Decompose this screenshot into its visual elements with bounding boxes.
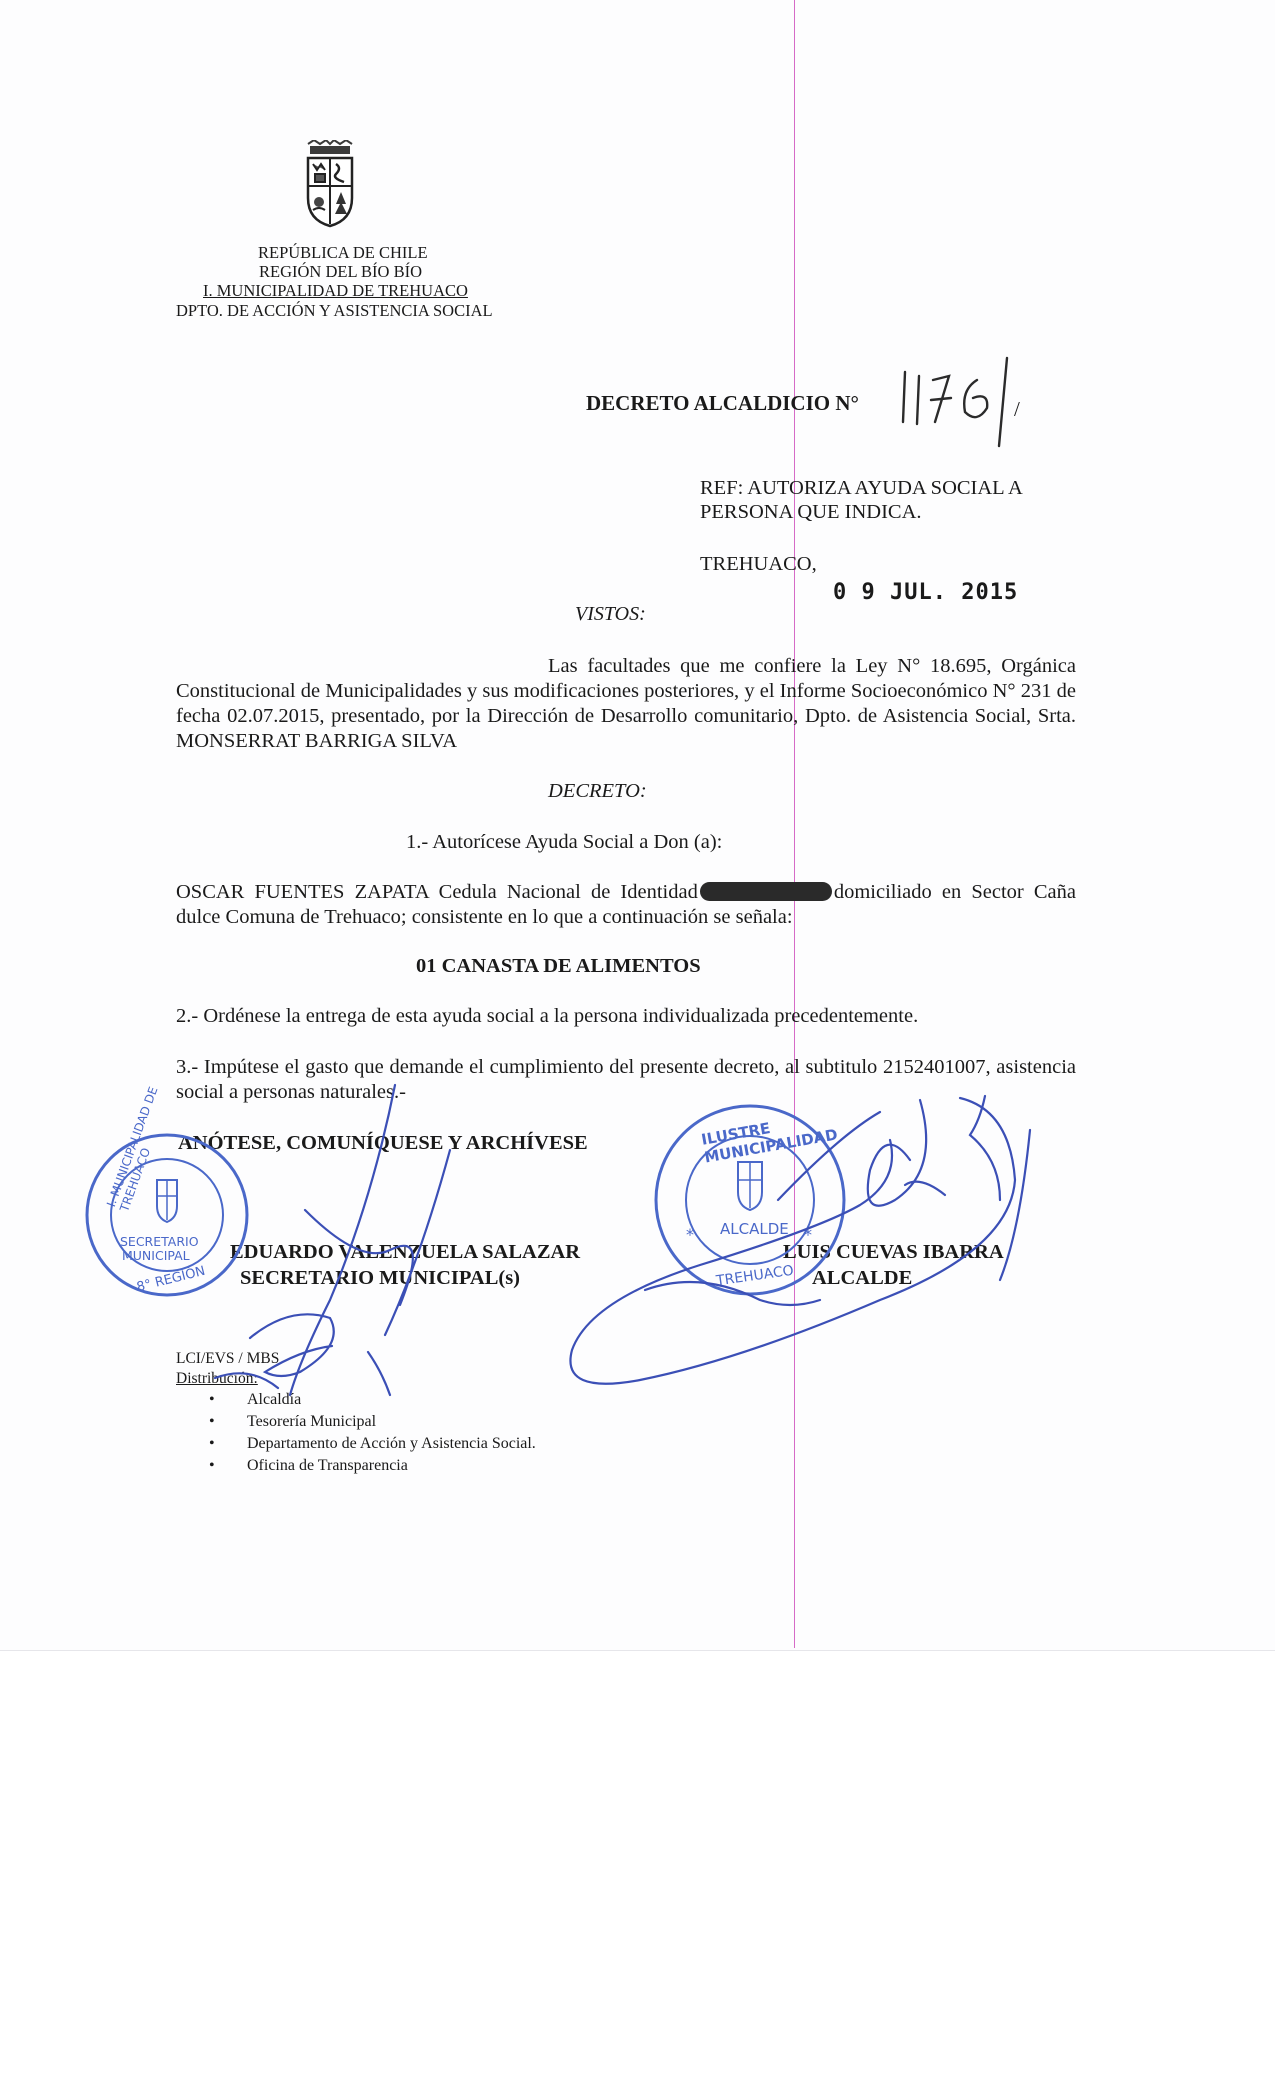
left-signatory-title: SECRETARIO MUNICIPAL(s) <box>240 1267 520 1289</box>
left-stamp-center-1: SECRETARIO <box>120 1234 199 1249</box>
header-department: DPTO. DE ACCIÓN Y ASISTENCIA SOCIAL <box>176 301 493 320</box>
secretary-seal-stamp <box>82 1084 252 1300</box>
right-stamp-top: ILUSTRE MUNICIPALIDAD <box>699 1119 839 1167</box>
header-municipality: I. MUNICIPALIDAD DE TREHUACO <box>203 281 468 300</box>
header-region: REGIÓN DEL BÍO BÍO <box>259 262 422 281</box>
beneficiary-paragraph <box>176 880 1076 930</box>
mayor-seal-stamp <box>650 1100 850 1300</box>
vistos-paragraph: Las facultades que me confiere la Ley N° 18.695, Orgánica Constitucional de Municipalidades y sus modificaciones posteriores, y el Informe Socioeconómico N° 231 de fecha 02.07.2015, presentado, por la Dirección de Desarrollo comunitario, Dpto. de Asistencia Social, Srta. MONSERRAT BARRIGA SILVA <box>176 655 1076 752</box>
left-stamp-ring-text: I. MUNICIPALIDAD DE TREHUACO <box>104 1084 161 1214</box>
left-stamp-bottom: 8° REGIÓN <box>135 1263 207 1296</box>
municipal-coat-of-arms-icon <box>300 140 360 228</box>
distribution-item: • Tesorería Municipal <box>209 1411 536 1433</box>
distribution-heading: Distribución: <box>176 1370 258 1387</box>
item-1: 1.- Autorícese Ayuda Social a Don (a): <box>406 831 723 853</box>
decree-title: DECRETO ALCALDICIO N° <box>586 391 859 415</box>
right-signatory-title: ALCALDE <box>812 1267 913 1289</box>
ref-line-2: PERSONA QUE INDICA. <box>700 501 922 523</box>
redacted-id-number <box>700 882 832 901</box>
decree-number-slash: / <box>1014 397 1020 421</box>
distribution-item: • Oficina de Transparencia <box>209 1455 536 1477</box>
closing-formula: ANÓTESE, COMUNÍQUESE Y ARCHÍVESE <box>178 1132 588 1154</box>
handwritten-decree-number <box>895 350 1045 448</box>
distribution-item: • Departamento de Acción y Asistencia Social. <box>209 1433 536 1455</box>
right-signatory-name: LUIS CUEVAS IBARRA <box>783 1241 1004 1263</box>
place: TREHUACO, <box>700 553 817 575</box>
left-signatory-name: EDUARDO VALENZUELA SALAZAR <box>230 1241 581 1263</box>
vistos-heading: VISTOS: <box>575 603 646 625</box>
ref-line-1: REF: AUTORIZA AYUDA SOCIAL A <box>700 477 1023 499</box>
date-stamp: 0 9 JUL. 2015 <box>833 580 1019 605</box>
svg-text:*: * <box>804 1225 812 1244</box>
aid-item: 01 CANASTA DE ALIMENTOS <box>416 955 701 977</box>
beneficiary-text-1: OSCAR FUENTES ZAPATA Cedula Nacional de Identidad <box>176 881 698 903</box>
left-stamp-center-2: MUNICIPAL <box>122 1248 190 1263</box>
beneficiary-text-2: domiciliado en Sector Caña dulce Comuna de Trehuaco; consistente en lo que a continuación se señala: <box>176 881 1076 928</box>
decreto-heading: DECRETO: <box>548 780 647 802</box>
item-2: 2.- Ordénese la entrega de esta ayuda social a la persona individualizada precedentemente. <box>176 1005 919 1027</box>
svg-text:*: * <box>686 1225 694 1244</box>
right-stamp-center: ALCALDE <box>720 1220 789 1238</box>
item-3: 3.- Impútese el gasto que demande el cumplimiento del presente decreto, al subtitulo 2152401007, asistencia social a personas naturales.- <box>176 1056 1076 1103</box>
scan-fold-line <box>794 0 795 1648</box>
distribution-item: • Alcaldía <box>209 1389 536 1411</box>
header-republic: REPÚBLICA DE CHILE <box>258 243 428 262</box>
initials: LCI/EVS / MBS <box>176 1350 280 1367</box>
right-stamp-bottom: TREHUACO <box>715 1262 795 1290</box>
distribution-list <box>209 1389 536 1477</box>
